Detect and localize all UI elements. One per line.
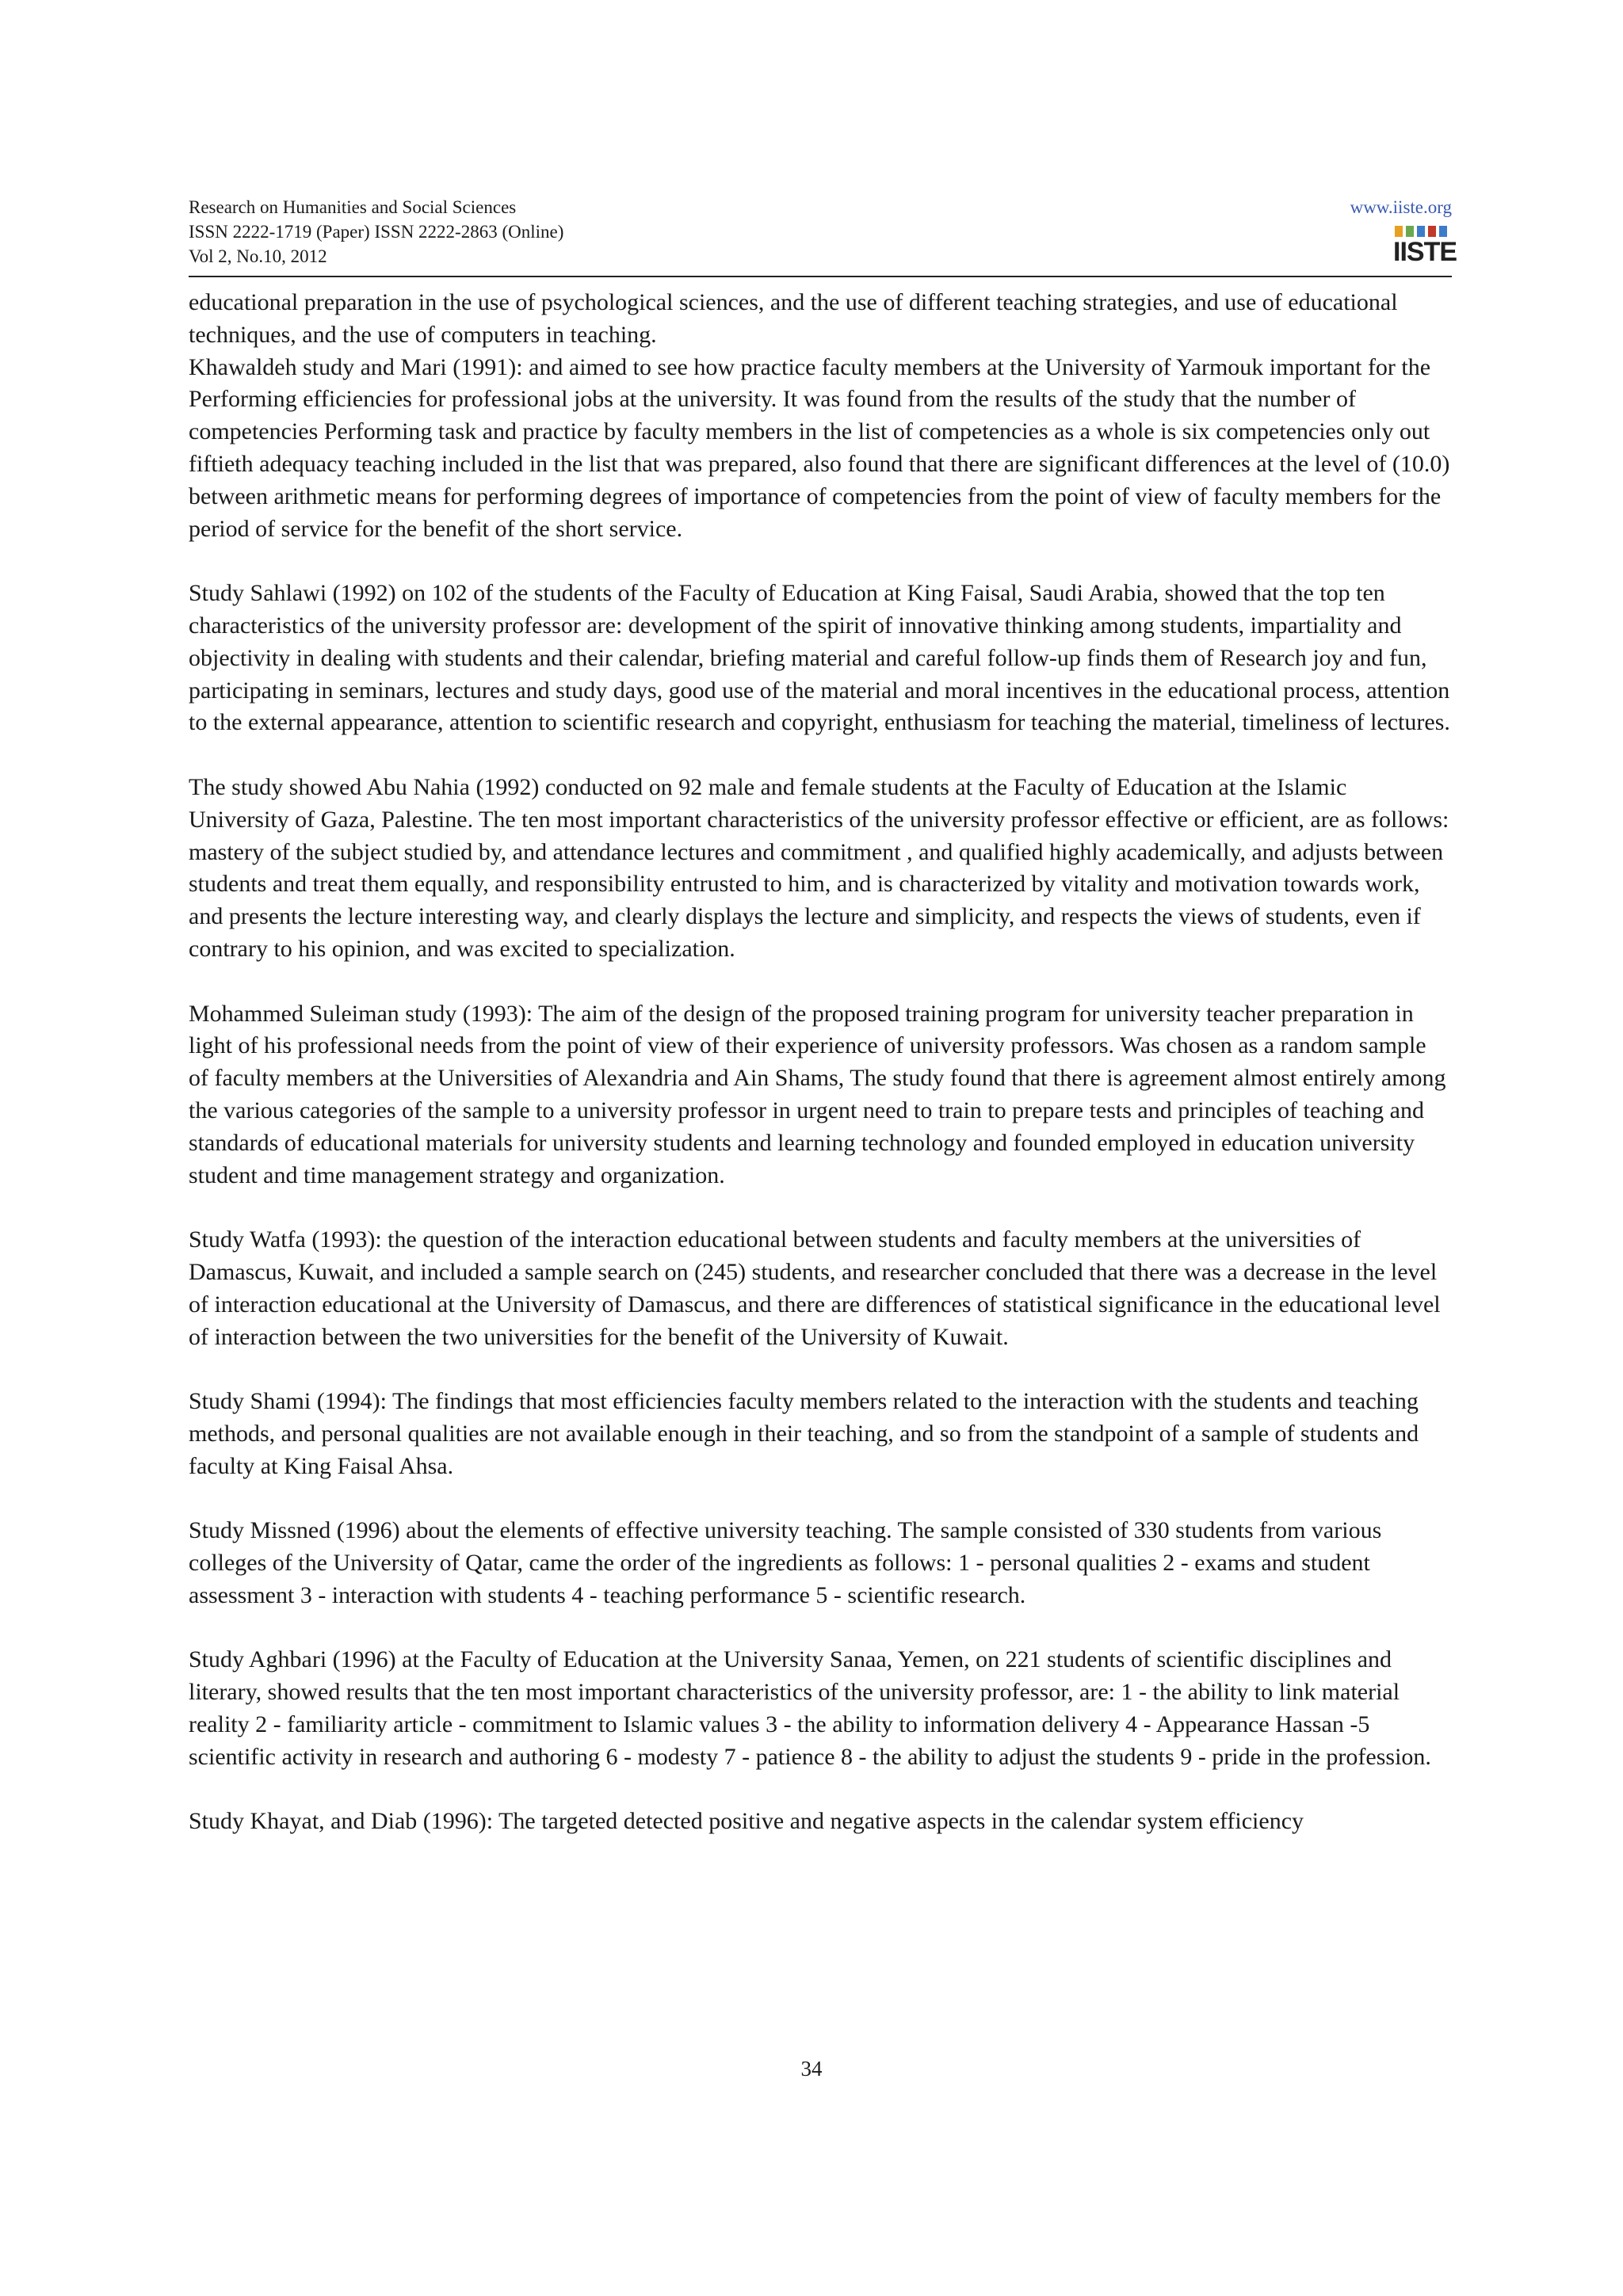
site-link[interactable]: www.iiste.org bbox=[1350, 197, 1452, 217]
paragraph: Khawaldeh study and Mari (1991): and aimed to see how practice faculty members at the University of Yarmouk important for the Performing efficiencies for professional jobs at the university. It was found from the results of the study that the number of competencies Performing task and practice by faculty members in the list of competencies as a whole is six competencies only out fiftieth adequacy teaching included in the list that was prepared, also found that there are significant differences at the level of (10.0) between arithmetic means for performing degrees of importance of competencies from the point of view of faculty members for the period of service for the benefit of the short service. bbox=[189, 353, 1450, 542]
page-number: 34 bbox=[800, 2057, 823, 2081]
paragraph: Study Aghbari (1996) at the Faculty of Education at the University Sanaa, Yemen, on 221 students of scientific disciplines and literary, showed results that the ten most important characteristics of the university professor, are: 1 - the ability to link material reality 2 - familiarity article - commitment to Islamic values 3 - the ability to information delivery 4 - Appearance Hassan -5 scientific activity in research and authoring 6 - modesty 7 - patience 8 - the ability to adjust the students 9 - pride in the profession. bbox=[189, 1646, 1431, 1770]
journal-issn: ISSN 2222-1719 (Paper) ISSN 2222-2863 (Online) bbox=[189, 222, 564, 242]
paragraph: Study Sahlawi (1992) on 102 of the students of the Faculty of Education at King Faisal, Saudi Arabia, showed that the top ten characteristics of the university professor are: development of the spirit of innovative thinking among students, impartiality and objectivity in dealing with students and their calendar, briefing material and careful follow-up finds them of Research joy and fun, participating in seminars, lectures and study days, good use of the material and moral incentives in the educational process, attention to the external appearance, attention to scientific research and copyright, enthusiasm for teaching the material, timeliness of lectures. bbox=[189, 580, 1450, 736]
logo-bar bbox=[1439, 226, 1447, 237]
paragraph: Study Khayat, and Diab (1996): The targeted detected positive and negative aspects in the calendar system efficiency bbox=[189, 1808, 1304, 1835]
paragraph: Study Missned (1996) about the elements of effective university teaching. The sample consisted of 330 students from various colleges of the University of Qatar, came the order of the ingredients as follows: 1 - personal qualities 2 - exams and student assessment 3 - interaction with students 4 - teaching performance 5 - scientific research. bbox=[189, 1517, 1382, 1608]
journal-info bbox=[189, 195, 563, 269]
logo-text: IISTE bbox=[1393, 237, 1457, 267]
logo-bar bbox=[1395, 226, 1403, 237]
logo-color-bars bbox=[1395, 226, 1449, 237]
logo-bar bbox=[1428, 226, 1436, 237]
paragraph: The study showed Abu Nahia (1992) conducted on 92 male and female students at the Faculty of Education at the Islamic University of Gaza, Palestine. The ten most important characteristics of the university professor effective or efficient, are as follows: mastery of the subject studied by, and attendance lectures and commitment , and qualified highly academically, and adjusts between students and treat them equally, and responsibility entrusted to him, and is characterized by vitality and motivation towards work, and presents the lecture interesting way, and clearly displays the lecture and simplicity, and respects the views of students, even if contrary to his opinion, and was excited to specialization. bbox=[189, 773, 1449, 962]
publisher-info bbox=[1350, 195, 1457, 274]
journal-volume: Vol 2, No.10, 2012 bbox=[189, 246, 327, 266]
header-rule bbox=[189, 276, 1452, 277]
paragraph: Study Shami (1994): The findings that most efficiencies faculty members related to the interaction with the students and teaching methods, and personal qualities are not available enough in their teaching, and so from the standpoint of a sample of students and faculty at King Faisal Ahsa. bbox=[189, 1388, 1419, 1479]
journal-title: Research on Humanities and Social Sciences bbox=[189, 197, 517, 217]
article-body bbox=[189, 287, 1452, 1871]
paragraph: Study Watfa (1993): the question of the interaction educational between students and faculty members at the universities of Damascus, Kuwait, and included a sample search on (245) students, and researcher concluded that there was a decrease in the level of interaction educational at the University of Damascus, and there are differences of statistical significance in the educational level of interaction between the two universities for the benefit of the University of Kuwait. bbox=[189, 1226, 1441, 1350]
paragraph: educational preparation in the use of psychological sciences, and the use of different teaching strategies, and use of educational techniques, and the use of computers in teaching. bbox=[189, 289, 1398, 348]
paragraph: Mohammed Suleiman study (1993): The aim of the design of the proposed training program for university teacher preparation in light of his professional needs from the point of view of their experience of university professors. Was chosen as a random sample of faculty members at the Universities of Alexandria and Ain Shams, The study found that there is agreement almost entirely among the various categories of the sample to a university professor in urgent need to train to prepare tests and principles of teaching and standards of educational materials for university students and learning technology and founded employed in education university student and time management strategy and organization. bbox=[189, 1000, 1446, 1188]
logo-bar bbox=[1406, 226, 1414, 237]
page-header bbox=[189, 195, 1457, 274]
logo-bar bbox=[1417, 226, 1425, 237]
iiste-logo bbox=[1390, 223, 1457, 270]
